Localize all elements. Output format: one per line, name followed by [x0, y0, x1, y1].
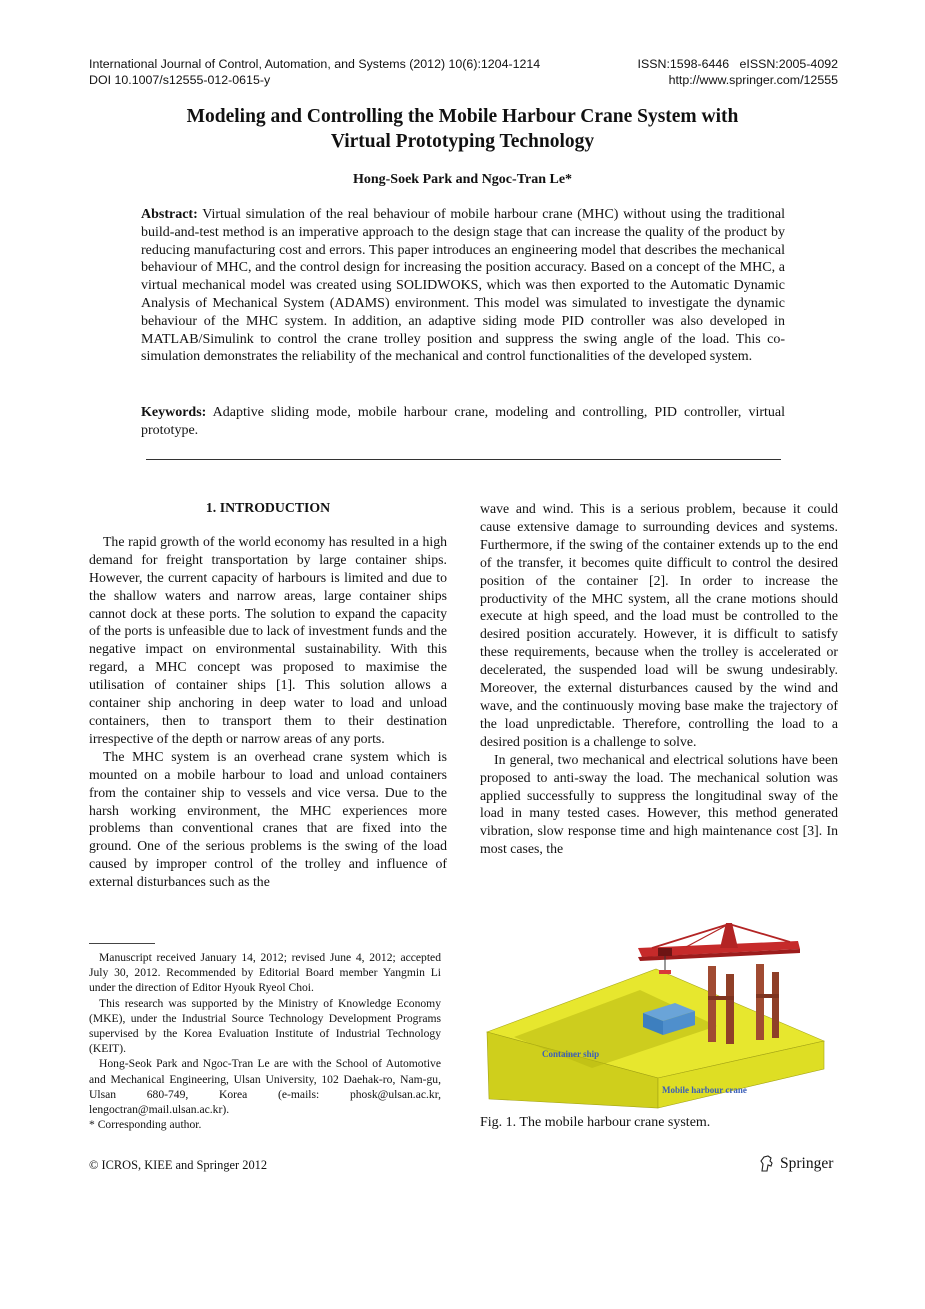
- intro-paragraph-3: In general, two mechanical and electrical solutions have been proposed to anti-sway the load. The mechanical solution was applied successfully to suppress the longitudinal sway of the load in many tested cases. However, this method generated vibration, slow response time and high maintenance cost [3]. In most cases, the: [480, 751, 838, 857]
- footnote-divider: [89, 943, 155, 944]
- crane-leg: [708, 966, 716, 1042]
- footnote-received: Manuscript received January 14, 2012; revised June 4, 2012; accepted July 30, 2012. Recommended by Editorial Board member Yangmin Li under the direction of Editor Hyouk Ryeol Choi.: [89, 951, 441, 995]
- keywords-text: Adaptive sliding mode, mobile harbour crane, modeling and controlling, PID controller, virtual prototype.: [141, 405, 785, 438]
- crane-leg: [772, 972, 779, 1038]
- crane-leg: [756, 964, 764, 1040]
- authors: Hong-Soek Park and Ngoc-Tran Le*: [352, 172, 573, 187]
- intro-paragraph-2-continued: wave and wind. This is a serious problem, because it could cause extensive damage to surrounding devices and systems. Furthermore, if the swing of the container extends up to the end of the transfer, it becomes quite difficult to control the desired position of the container [2]. In order to increase the productivity of the MHC system, all the crane motions should execute at high speed, and the load must be controlled to the desired position accurately. However, it is difficult to satisfy these requirements, because when the trolley is accelerated or decelerated, the suspended load will be swung undesirably. Moreover, the external disturbances caused by the wind and wave, and the continuously moving base make the trajectory of the load unpredictable. Therefore, controlling the load to a desired position is a challenge to solve.: [480, 501, 838, 749]
- footnote-support: This research was supported by the Ministry of Knowledge Economy (MKE), under the Industrial Source Technology Development Programs supervised by the Korea Evaluation Institute of Industrial Technology (KEIT).: [89, 996, 441, 1056]
- title-line-2: Virtual Prototyping Technology: [330, 131, 595, 152]
- crane-trolley: [658, 948, 672, 956]
- crane-stay: [729, 924, 790, 942]
- abstract-text: Virtual simulation of the real behaviour of mobile harbour crane (MHC) without using the traditional build-and-test method is an imperative approach to the design stage that can increase the quality of the product by reducing manufacturing cost and errors. This paper introduces an engineering model that describes the mechanical behaviour of MHC, and the control design for increasing the position accuracy. Based on a concept of the MHC, a virtual mechanical model was created using SOLIDWOKS, which was then exported to the Automatic Dynamic Analysis of Mechanical System (ADAMS) environment. This model was simulated to investigate the dynamic behaviour of the MHC system. In addition, an adaptive siding mode PID controller was also developed in MATLAB/Simulink to control the crane trolley position and suppress the swing angle of the load. This co-simulation demonstrates the reliability of the mechanical and control functionalities of the developed system.: [141, 207, 786, 365]
- journal-url[interactable]: http://www.springer.com/12555: [668, 73, 838, 87]
- figure-caption: Fig. 1. The mobile harbour crane system.: [480, 1115, 711, 1130]
- figure-mobile-harbour-crane: [480, 918, 838, 1113]
- crane-crossbeam: [756, 994, 779, 998]
- running-header-right: [638, 56, 838, 88]
- springer-horse-icon: [759, 1155, 775, 1173]
- paper-title: [0, 104, 925, 154]
- doi: DOI 10.1007/s12555-012-0615-y: [89, 73, 271, 87]
- copyright: © ICROS, KIEE and Springer 2012: [89, 1158, 268, 1172]
- running-header-left: [89, 56, 540, 88]
- keywords: [141, 404, 785, 440]
- header-divider: [146, 459, 781, 460]
- left-column: [89, 499, 447, 891]
- journal-citation: International Journal of Control, Automation, and Systems (2012) 10(6):1204-1214: [89, 57, 541, 71]
- footnotes: [89, 950, 441, 1132]
- abstract-label: Abstract:: [141, 207, 198, 222]
- publisher-name: Springer: [780, 1155, 834, 1172]
- label-mobile-harbour-crane: Mobile harbour crane: [662, 1085, 747, 1095]
- title-line-1: Modeling and Controlling the Mobile Harbour Crane System with: [186, 106, 739, 127]
- issn: ISSN:1598-6446 eISSN:2005-4092: [637, 57, 838, 71]
- label-container-ship: Container ship: [542, 1049, 600, 1059]
- intro-paragraph-2: The MHC system is an overhead crane system which is mounted on a mobile harbour to load and unload containers from the container ship to vessels and vice versa. Due to the harsh working environment, the MHC experiences more problems than conventional cranes that are fixed into the ground. One of the serious problems is the swing of the load caused by improper control of the trolley and influence of external disturbances such as the: [89, 748, 447, 890]
- intro-paragraph-1: The rapid growth of the world economy has resulted in a high demand for freight transportation by large container ships. However, the current capacity of harbours is limited and due to the shallow waters and narrow areas, large container ships cannot dock at these ports. The solution to expand the capacity of the ports is unfeasible due to lack of investment funds and the negative impact on environmental sustainability. With this regard, a MHC concept was proposed to maximise the utilisation of container ships [1]. This solution allows a container ship anchoring in deep water to load and unload containers, then to transport them to their destination irrespective of the depth or narrow areas of any ports.: [89, 533, 447, 746]
- keywords-label: Keywords:: [141, 405, 207, 420]
- section-heading: 1. INTRODUCTION: [205, 500, 331, 515]
- crane-leg: [726, 974, 734, 1044]
- publisher-logo: [759, 1155, 833, 1173]
- spreader: [659, 970, 671, 974]
- footnote-corresponding: * Corresponding author.: [89, 1118, 202, 1132]
- footnote-affiliation: Hong-Seok Park and Ngoc-Tran Le are with the School of Automotive and Mechanical Engineering, Ulsan University, 102 Daehak-ro, Nam-gu, Ulsan 680-749, Korea (e-mails: phosk@ulsan.ac.kr, lengoctran@mail.ulsan.ac.kr).: [89, 1057, 441, 1117]
- abstract: [141, 206, 785, 366]
- crane-crossbeam: [708, 996, 734, 1000]
- right-column: [480, 500, 838, 858]
